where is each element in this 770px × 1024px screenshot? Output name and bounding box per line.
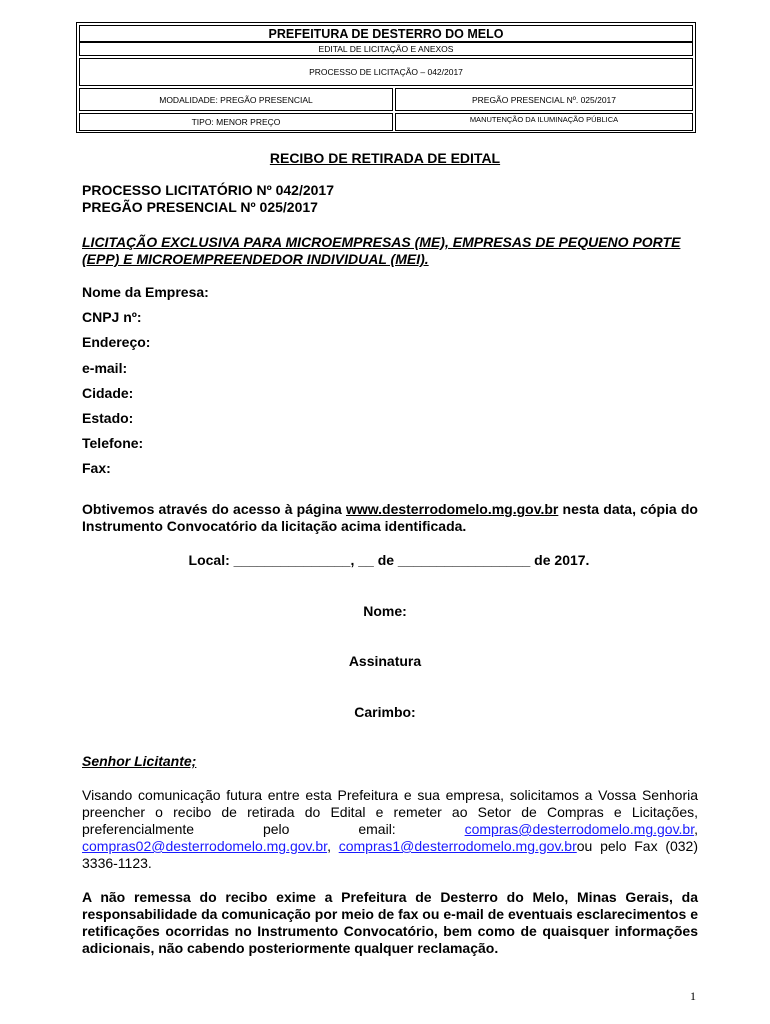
visando-paragraph <box>82 787 698 872</box>
nome-label: Nome: <box>363 603 407 619</box>
modalidade-label: MODALIDADE: PREGÃO PRESENCIAL <box>79 88 393 111</box>
field-empresa: Nome da Empresa: <box>82 284 209 300</box>
email-link-compras02[interactable]: compras02@desterrodomelo.mg.gov.br <box>82 838 328 854</box>
processo-label: PROCESSO DE LICITAÇÃO – 042/2017 <box>79 58 693 86</box>
field-cidade: Cidade: <box>82 384 134 401</box>
website-link[interactable]: www.desterrodomelo.mg.gov.br <box>345 501 559 517</box>
page-number: 1 <box>690 989 696 1003</box>
company-fields <box>82 284 209 486</box>
field-email: e-mail: <box>82 359 128 376</box>
field-fax: Fax: <box>82 460 111 477</box>
edital-label: EDITAL DE LICITAÇÃO E ANEXOS <box>79 42 693 56</box>
exclusiva-notice: LICITAÇÃO EXCLUSIVA PARA MICROEMPRESAS (ME), EMPRESAS DE PEQUENO PORTE (EPP) E MICROEMPREENDEDOR INDIVIDUAL (MEI). <box>82 234 681 267</box>
tipo-label: TIPO: MENOR PREÇO <box>79 113 393 131</box>
field-estado: Estado: <box>82 409 134 426</box>
objeto-label: MANUTENÇÃO DA ILUMINAÇÃO PÚBLICA <box>395 113 693 131</box>
document-title: RECIBO DE RETIRADA DE EDITAL <box>269 150 501 166</box>
local-date-line: Local: _______________, __ de _________________ de 2017. <box>188 552 590 568</box>
obtivemos-text-after: nesta data, cópia do Instrumento Convocatório da licitação acima identificada. <box>82 501 698 534</box>
separator: , <box>327 838 339 854</box>
process-block <box>82 182 334 216</box>
pregao-label: PREGÃO PRESENCIAL Nº. 025/2017 <box>395 88 693 111</box>
visando-text-end: ou pelo Fax (032) 3336-1123. <box>82 838 699 871</box>
senhor-heading: Senhor Licitante; <box>82 753 197 769</box>
field-telefone: Telefone: <box>82 435 144 452</box>
obtivemos-text-before: Obtivemos através do acesso à página <box>82 501 346 517</box>
a-nao-remessa-paragraph: A não remessa do recibo exime a Prefeitura de Desterro do Melo, Minas Gerais, da responsabilidade da comunicação por meio de fax ou e-mail de eventuais esclarecimentos e retificações ocorridas no Instrumento Convocatório, bem como de quaisquer informações adicionais, não cabendo posteriormente qualquer reclamação. <box>82 889 698 956</box>
processo-line: PROCESSO LICITATÓRIO Nº 042/2017 <box>82 182 334 198</box>
field-endereco: Endereço: <box>82 334 151 351</box>
obtivemos-paragraph <box>82 501 698 535</box>
email-link-compras[interactable]: compras@desterrodomelo.mg.gov.br <box>464 821 695 837</box>
field-cnpj: CNPJ nº: <box>82 309 142 326</box>
pregao-line: PREGÃO PRESENCIAL Nº 025/2017 <box>82 199 318 215</box>
carimbo-label: Carimbo: <box>354 704 416 720</box>
email-link-compras1[interactable]: compras1@desterrodomelo.mg.gov.br <box>338 838 577 854</box>
assinatura-label: Assinatura <box>348 653 422 669</box>
header-table <box>76 22 696 133</box>
separator: , <box>694 821 698 837</box>
visando-text: Visando comunicação futura entre esta Prefeitura e sua empresa, solicitamos a Vossa Senhoria preencher o recibo de retirada do Edital e remeter ao Setor de Compras e Licitações, preferencialmente pelo email: <box>82 787 698 837</box>
municipality-title: PREFEITURA DE DESTERRO DO MELO <box>79 25 693 42</box>
